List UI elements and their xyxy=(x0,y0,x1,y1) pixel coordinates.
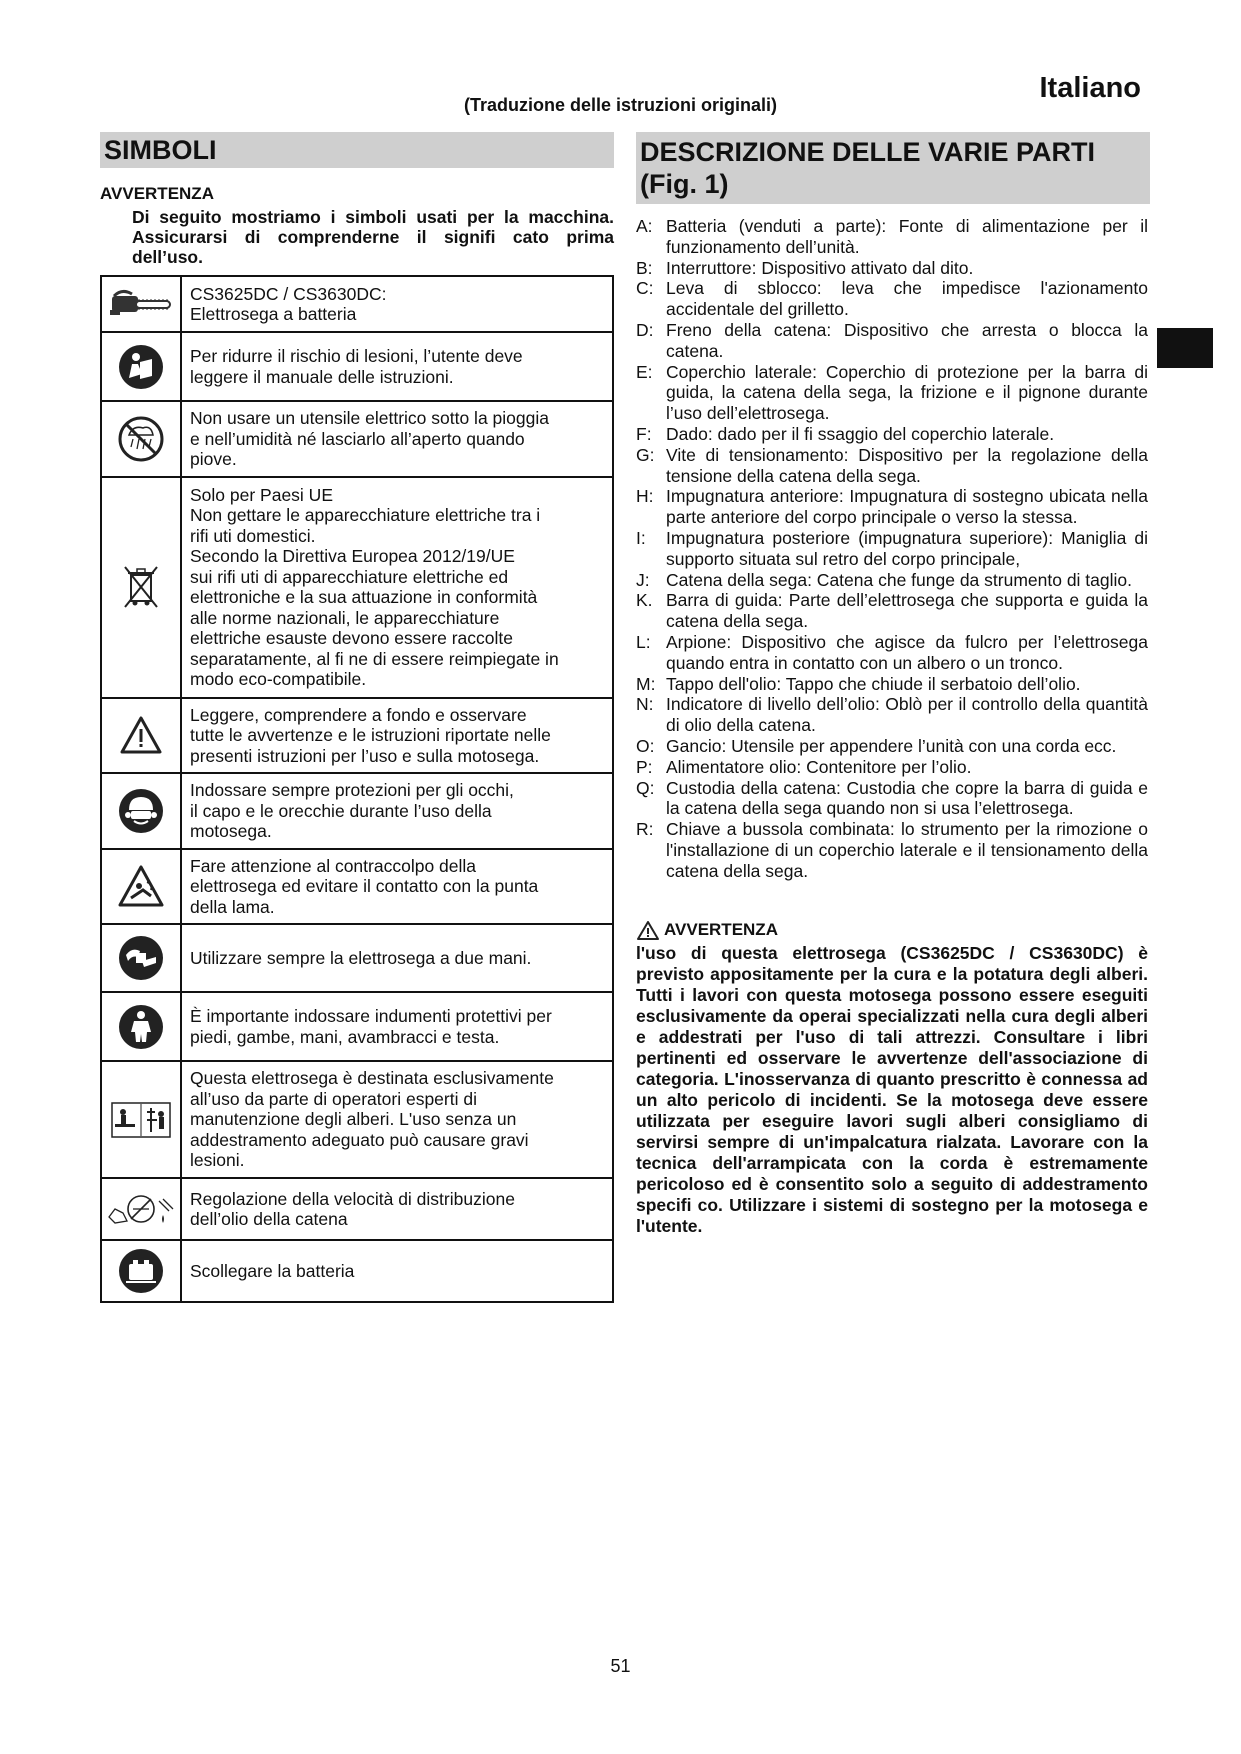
symbol-text-line: tutte le avvertenze e le istruzioni riportate nelle xyxy=(190,725,551,745)
kickback-icon xyxy=(117,864,165,908)
tree-workers-icon xyxy=(111,1102,171,1138)
symbol-row xyxy=(101,849,613,925)
symbol-text-line: e nell’umidità né lasciarlo all’aperto quando xyxy=(190,428,525,449)
list-item xyxy=(636,486,1148,528)
list-item xyxy=(636,778,1148,820)
symbol-row xyxy=(101,477,613,698)
symbol-text-line: Solo per Paesi UE xyxy=(190,484,333,505)
symbol-text-line: leggere il manuale delle istruzioni. xyxy=(190,366,454,387)
part-key: M: xyxy=(636,673,656,694)
list-item xyxy=(636,320,1148,362)
part-desc: Catena della sega: Catena che funge da strumento di taglio. xyxy=(666,569,1133,590)
symbol-text-line: CS3625DC / CS3630DC: xyxy=(190,283,387,304)
usage-warning-title: AVVERTENZA xyxy=(664,920,778,939)
part-desc: Freno della catena: Dispositivo che arresta o blocca la catena. xyxy=(666,319,1148,361)
protective-clothing-icon xyxy=(118,1004,164,1050)
symbol-text-line: il capo e le orecchie durante l’uso della xyxy=(190,800,492,821)
descrizione-section xyxy=(636,132,1148,1237)
part-desc: Indicatore di livello dell’olio: Oblò per il controllo della quantità di olio della catena. xyxy=(666,694,1148,736)
simboli-warning-title: AVVERTENZA xyxy=(100,184,214,203)
simboli-title: SIMBOLI xyxy=(100,132,614,168)
part-key: Q: xyxy=(636,777,655,798)
symbol-text-line: Utilizzare sempre la elettrosega a due mani. xyxy=(190,947,532,968)
part-key: R: xyxy=(636,819,654,840)
page-number: 51 xyxy=(610,1656,631,1676)
part-key: D: xyxy=(636,319,654,340)
descrizione-title-line2: (Fig. 1) xyxy=(640,169,729,199)
no-rain-icon xyxy=(117,415,165,463)
warning-triangle-icon xyxy=(119,715,163,755)
part-key: K. xyxy=(636,590,653,611)
list-item xyxy=(636,424,1148,445)
symbol-text-line: elettrosega ed evitare il contatto con la punta xyxy=(190,876,539,896)
part-desc: Dado: dado per il fi ssaggio del coperchio laterale. xyxy=(666,423,1055,444)
part-desc: Impugnatura posteriore (impugnatura superiore): Maniglia di supporto situata sul retro del corpo principale, xyxy=(666,527,1148,569)
symbol-text-line: Secondo la Direttiva Europea 2012/19/UE xyxy=(190,546,515,566)
list-item xyxy=(636,278,1148,320)
symbol-row xyxy=(101,698,613,774)
symbol-text-line: motosega. xyxy=(190,821,272,841)
symbol-text-line: rifi uti domestici. xyxy=(190,525,316,546)
document-subtitle: (Traduzione delle istruzioni originali) xyxy=(463,95,778,115)
part-desc: Arpione: Dispositivo che agisce da fulcro per l’elettrosega quando entra in contatto con un albero o un tronco. xyxy=(666,631,1148,673)
part-key: A: xyxy=(636,216,653,236)
part-desc: Custodia della catena: Custodia che copre la barra di guida e la catena della sega quando non si usa l’elettrosega. xyxy=(666,777,1148,819)
part-key: N: xyxy=(636,694,654,715)
list-item xyxy=(636,570,1148,591)
list-item xyxy=(636,362,1148,424)
part-desc: Leva di sblocco: leva che impedisce l'azionamento accidentale del grilletto. xyxy=(666,278,1148,320)
part-key: J: xyxy=(636,569,650,590)
part-key: P: xyxy=(636,756,653,777)
symbol-text-line: Non usare un utensile elettrico sotto la pioggia xyxy=(190,408,549,428)
list-item xyxy=(636,258,1148,279)
symbol-text-line: piedi, gambe, mani, avambracci e testa. xyxy=(190,1026,500,1047)
battery-disconnect-icon xyxy=(118,1248,164,1294)
symbol-text-line: Leggere, comprendere a fondo e osservare xyxy=(190,704,527,725)
list-item xyxy=(636,757,1148,778)
symbol-text-line: separatamente, al fi ne di essere reimpiegate in xyxy=(190,648,559,669)
symbols-table xyxy=(100,275,614,1303)
symbol-text-line: È importante indossare indumenti protettivi per xyxy=(190,1006,552,1026)
symbol-text-line: modo eco-compatibile. xyxy=(190,669,367,689)
part-key: F: xyxy=(636,423,652,444)
symbol-row xyxy=(101,992,613,1061)
descrizione-title xyxy=(636,132,1150,204)
symbol-text-line: Questa elettrosega è destinata esclusivamente xyxy=(190,1068,554,1089)
symbol-row xyxy=(101,401,613,477)
part-desc: Impugnatura anteriore: Impugnatura di sostegno ubicata nella parte anteriore del corpo principale o verso la stessa. xyxy=(666,486,1148,528)
symbol-text-line: della lama. xyxy=(190,896,275,917)
part-desc: Tappo dell'olio: Tappo che chiude il serbatoio dell’olio. xyxy=(666,673,1081,694)
part-desc: Batteria (venduti a parte): Fonte di alimentazione per il funzionamento dell’unità. xyxy=(666,216,1148,257)
symbol-row xyxy=(101,773,613,849)
parts-list xyxy=(636,216,1148,882)
list-item xyxy=(636,590,1148,632)
oil-flow-icon xyxy=(105,1189,177,1229)
symbol-text-line: dell’olio della catena xyxy=(190,1209,348,1229)
symbol-text-line: addestramento adeguato può causare gravi xyxy=(190,1129,529,1150)
symbol-text-line: all’uso da parte di operatori esperti di xyxy=(190,1088,477,1109)
list-item xyxy=(636,674,1148,695)
symbol-text-line: sui rifi uti di apparecchiature elettriche ed xyxy=(190,566,509,587)
list-item xyxy=(636,528,1148,570)
read-manual-icon xyxy=(118,344,164,390)
list-item xyxy=(636,445,1148,487)
part-key: O: xyxy=(636,735,655,756)
part-key: H: xyxy=(636,486,654,507)
weee-bin-icon xyxy=(121,563,161,611)
symbol-text-line: piove. xyxy=(190,449,237,469)
part-key: I: xyxy=(636,527,646,548)
chainsaw-icon xyxy=(108,286,174,322)
usage-warning xyxy=(636,920,1148,1237)
symbol-row xyxy=(101,1240,613,1302)
part-desc: Vite di tensionamento: Dispositivo per la regolazione della tensione della catena della sega. xyxy=(666,444,1148,486)
symbol-text-line: Per ridurre il rischio di lesioni, l’utente deve xyxy=(190,346,523,366)
language-label: Italiano xyxy=(1039,72,1141,104)
symbol-text-line: alle norme nazionali, le apparecchiature xyxy=(190,607,500,628)
part-key: C: xyxy=(636,278,654,299)
part-desc: Gancio: Utensile per appendere l’unità con una corda ecc. xyxy=(666,735,1117,756)
symbol-row xyxy=(101,276,613,332)
part-key: G: xyxy=(636,444,655,465)
two-hands-icon xyxy=(118,935,164,981)
part-desc: Chiave a bussola combinata: lo strumento per la rimozione o l'installazione di un coperchio laterale e il tensionamento della catena della sega. xyxy=(666,819,1148,881)
simboli-section xyxy=(100,132,614,1303)
symbol-text-line: Elettrosega a batteria xyxy=(190,304,357,324)
symbol-text-line: presenti istruzioni per l’uso e sulla motosega. xyxy=(190,745,540,766)
symbol-text-line: elettroniche e la sua attuazione in conformità xyxy=(190,587,538,607)
warning-triangle-icon xyxy=(636,920,660,941)
part-desc: Interruttore: Dispositivo attivato dal dito. xyxy=(666,257,974,278)
symbol-text-line: manutenzione degli alberi. L'uso senza un xyxy=(190,1109,517,1130)
part-key: E: xyxy=(636,361,653,382)
symbol-text-line: lesioni. xyxy=(190,1150,245,1171)
symbol-text-line: elettriche esauste devono essere raccolte xyxy=(190,628,513,648)
usage-warning-text: l'uso di questa elettrosega (CS3625DC / CS3630DC) è previsto appositamente per la cura e la potatura degli alberi. Tutti i lavori con questa motosega possono essere eseguiti esclusivamente da operai specializzati nella cura degli alberi e addestrati per l'uso di tali attrezzi. Consultare i libri pertinenti ed osservare le avvertenze dell'associazione di categoria. L'inosservanza di quanto prescritto è connessa ad un alto pericolo di incidenti. Se la motosega deve essere utilizzata per eseguire lavori sugli alberi consigliamo di servirsi sempre di un'impalcatura rialzata. Lavorare con la tecnica dell'arrampicata con la corda è estremamente pericoloso ed è consentito solo a seguito di addestramento specifi co. Utilizzare i sistemi di sostegno per la motosega e l'utente. xyxy=(636,942,1148,1236)
symbol-row xyxy=(101,1178,613,1240)
part-desc: Coperchio laterale: Coperchio di protezione per la barra di guida, la catena della sega, la frizione e il pignone durante l’uso dell’elettrosega. xyxy=(666,361,1148,424)
thumb-index-tab xyxy=(1157,328,1213,368)
list-item xyxy=(636,216,1148,258)
list-item xyxy=(636,694,1148,736)
symbol-text-line: Fare attenzione al contraccolpo della xyxy=(190,855,477,876)
part-desc: Alimentatore olio: Contenitore per l’olio. xyxy=(666,756,972,777)
list-item xyxy=(636,736,1148,757)
symbol-text-line: Indossare sempre protezioni per gli occhi, xyxy=(190,780,514,800)
symbol-row xyxy=(101,924,613,992)
list-item xyxy=(636,632,1148,674)
head-protection-icon xyxy=(118,788,164,834)
simboli-warning-text: Di seguito mostriamo i simboli usati per la macchina. Assicurarsi di comprenderne il signifi cato prima dell’uso. xyxy=(132,207,614,267)
descrizione-title-line1: DESCRIZIONE DELLE VARIE PARTI xyxy=(640,137,1096,167)
list-item xyxy=(636,819,1148,881)
symbol-text-line: Non gettare le apparecchiature elettriche tra i xyxy=(190,505,541,525)
symbol-row xyxy=(101,1061,613,1178)
symbol-text-line: Scollegare la batteria xyxy=(190,1260,355,1281)
part-key: L: xyxy=(636,631,651,652)
symbol-text-line: Regolazione della velocità di distribuzione xyxy=(190,1188,515,1209)
symbol-row xyxy=(101,332,613,401)
part-desc: Barra di guida: Parte dell’elettrosega che supporta e guida la catena della sega. xyxy=(666,590,1148,632)
part-key: B: xyxy=(636,257,653,278)
